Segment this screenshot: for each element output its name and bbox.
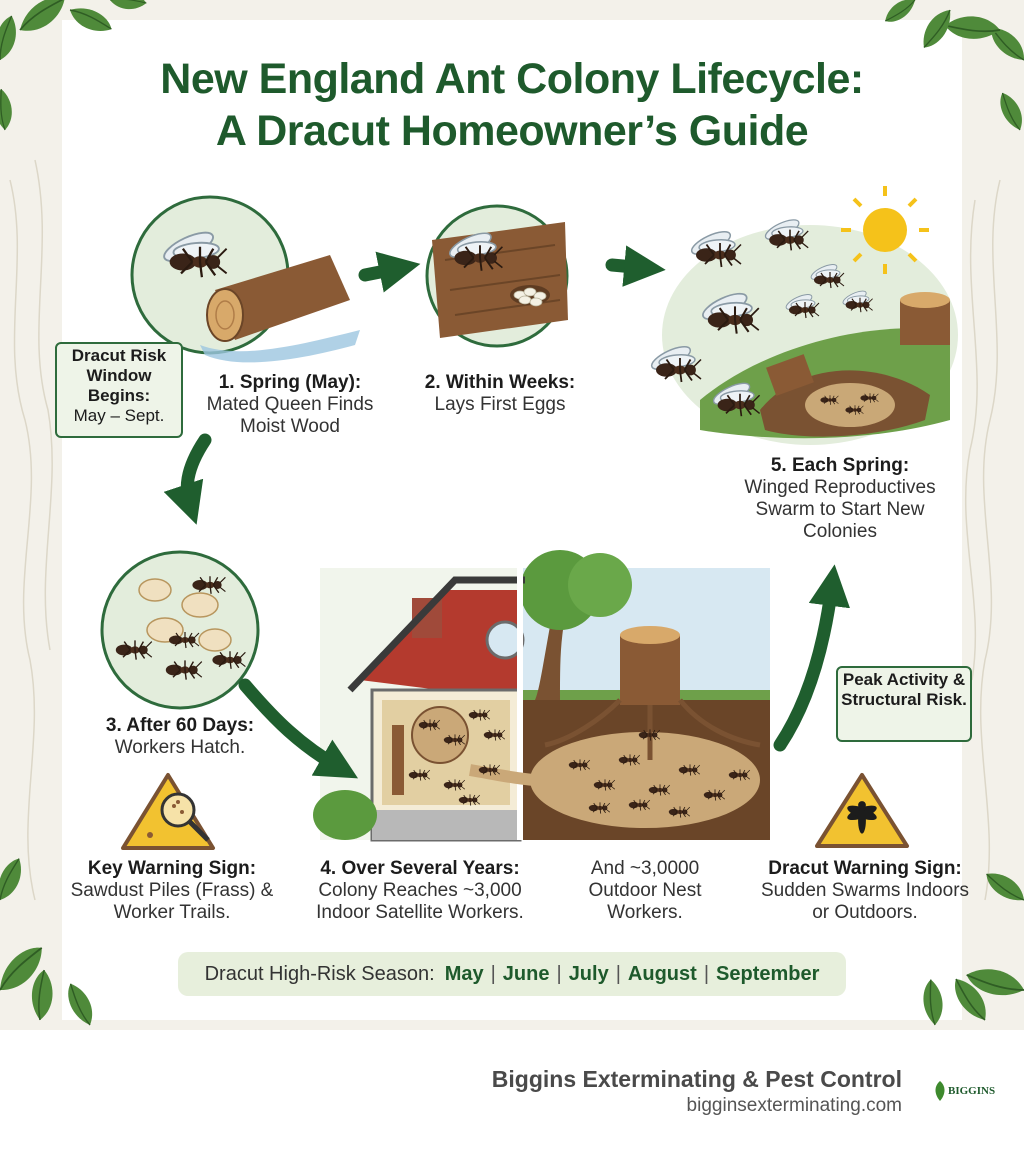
key-warning-heading: Key Warning Sign: [87, 858, 257, 879]
swarm-warning-icon [817, 775, 907, 846]
stage5-label [725, 455, 955, 543]
high-risk-season-bar [178, 952, 846, 996]
stage4-text: Colony Reaches ~3,000 Indoor Satellite Workers. [316, 880, 524, 923]
biggins-logo [932, 1080, 1002, 1104]
stage2-heading: 2. Within Weeks: [424, 372, 576, 393]
stage5-heading: 5. Each Spring: [770, 455, 910, 476]
dracut-warning-label [750, 858, 980, 924]
key-warning-label [62, 858, 282, 924]
key-warning-text: Sawdust Piles (Frass) & Worker Trails. [70, 880, 274, 923]
logo-text: BIGGINS [948, 1085, 996, 1097]
dracut-warning-heading: Dracut Warning Sign: [768, 858, 962, 879]
season-month-july: July [568, 962, 609, 985]
stage4-illustration [313, 550, 770, 840]
frass-warning-icon [123, 775, 213, 848]
footer-brand [492, 1066, 902, 1117]
stage1-label [190, 372, 390, 438]
peak-activity-callout [836, 666, 972, 742]
risk-window-text: May – Sept. [73, 406, 165, 425]
wood-grain-left [10, 160, 52, 900]
stage5-text: Winged Reproductives Swarm to Start New Colonies [744, 477, 936, 542]
season-separator: | [703, 962, 710, 985]
stage3-text: Workers Hatch. [114, 737, 246, 758]
stage3-illustration [102, 552, 258, 708]
stage2-illustration [427, 206, 568, 346]
company-url[interactable]: bigginsexterminating.com [686, 1095, 902, 1116]
stage3-label [90, 715, 270, 759]
stage4-heading: 4. Over Several Years: [320, 858, 520, 879]
season-month-june: June [502, 962, 550, 985]
risk-window-title: Dracut Risk Window Begins: [71, 346, 167, 405]
season-separator: | [490, 962, 496, 985]
season-month-august: August [627, 962, 697, 985]
risk-window-callout [55, 342, 183, 438]
page-title-line2: A Dracut Homeowner’s Guide [215, 107, 809, 155]
season-month-may: May [444, 962, 484, 985]
company-name: Biggins Exterminating & Pest Control [491, 1066, 902, 1092]
peak-activity-text: Peak Activity & Structural Risk. [841, 670, 967, 709]
stage2-text: Lays First Eggs [434, 394, 566, 415]
stage1-heading: 1. Spring (May): [218, 372, 362, 393]
outdoor-note: And ~3,0000 Outdoor Nest Workers. [588, 858, 702, 923]
stage2-label [405, 372, 595, 416]
stage4-label [302, 858, 538, 924]
season-label: Dracut High-Risk Season: [204, 962, 435, 985]
stage5-illustration [649, 186, 958, 445]
season-separator: | [556, 962, 562, 985]
season-month-september: September [716, 962, 820, 985]
stage1-text: Mated Queen Finds Moist Wood [206, 394, 374, 437]
logo-leaf-icon [932, 1080, 948, 1102]
wood-grain-right [966, 180, 1000, 900]
stage1-illustration [132, 197, 360, 362]
season-separator: | [615, 962, 621, 985]
dracut-warning-text: Sudden Swarms Indoors or Outdoors. [760, 880, 970, 923]
stage3-heading: 3. After 60 Days: [105, 715, 255, 736]
page-title-line1: New England Ant Colony Lifecycle: [160, 55, 864, 103]
